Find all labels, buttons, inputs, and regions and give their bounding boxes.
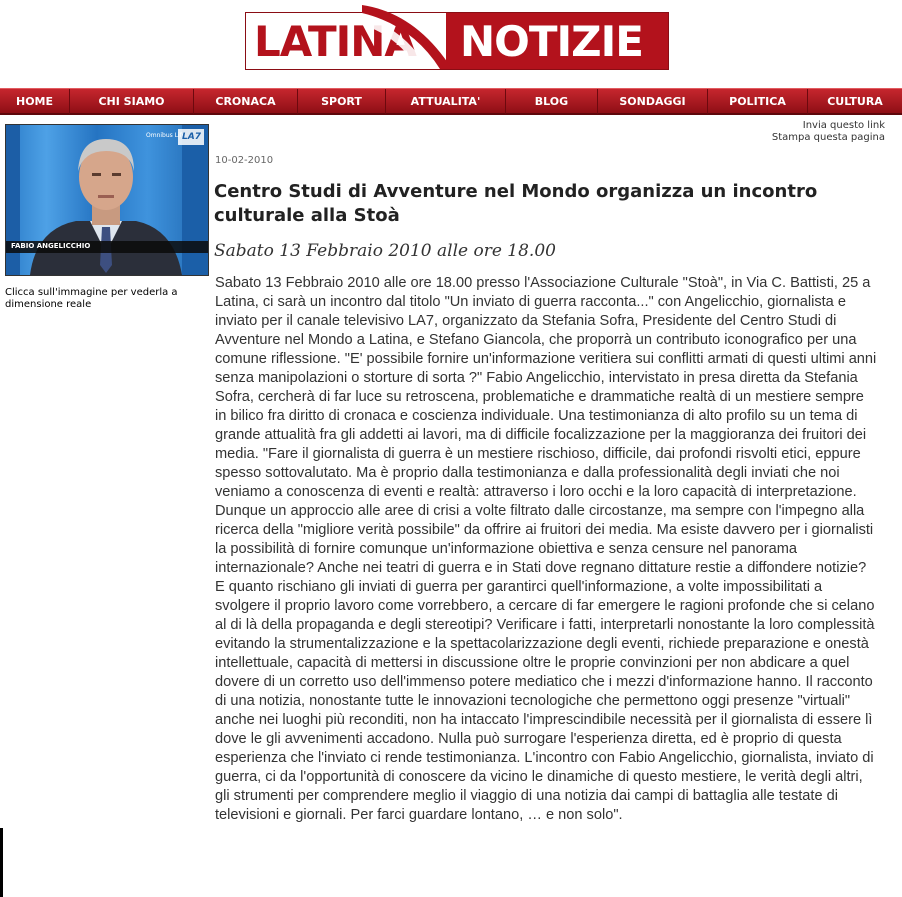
nav-item-blog[interactable]: BLOG <box>506 89 598 114</box>
nav-item-chi-siamo[interactable]: CHI SIAMO <box>70 89 194 114</box>
nav-item-cultura[interactable]: CULTURA <box>827 95 883 108</box>
left-edge-bar <box>0 828 3 897</box>
photo-anchorman-image <box>6 125 208 275</box>
send-link[interactable]: Invia questo link <box>802 120 885 131</box>
article-photo[interactable] <box>5 124 209 276</box>
site-logo[interactable] <box>245 12 669 70</box>
nav-item-home[interactable]: HOME <box>0 89 70 114</box>
nav-item-sondaggi[interactable]: SONDAGGI <box>598 89 708 114</box>
la7-logo: LA7 <box>182 132 201 142</box>
nav-item-attualita[interactable]: ATTUALITA' <box>386 89 506 114</box>
article-body: Sabato 13 Febbraio 2010 alle ore 18.00 presso l'Associazione Culturale "Stoà", in Via C. Battisti, 25 a Latina, ci sarà un incontro dal titolo "Un inviato di guerra racconta..." con Angelicchio, giornalista e inviato per il canale televisivo LA7, organizzato da Stefania Sofra, Presidente del Centro Studi di Avventure nel Mondo a Latina, e Stefano Giancola, che proporrà un contributo iconografico per una comune riflessione. "E' possibile fornire un'informazione veritiera sui conflitti armati di questi ultimi anni senza manipolazioni o storture di sorta ?" Fabio Angelicchio, intervistato in presa diretta da Stefania Sofra, cercherà di far luce su retroscena, problematiche e drammatiche realtà di un mestiere sempre in bilico fra diritto di cronaca e coscienza individuale. Una testimonianza di alto profilo su un tema di grande attualità fra gli addetti ai lavori, ma di difficile focalizzazione per la maggioranza dei fruitori dei media. "Fare il giornalista di guerra è un mestiere rischioso, difficile, dai profondi risvolti etici, eppure spesso sottovalutato. Ma è proprio dalla testimonianza e dalla professionalità degli inviati che noi veniamo a conoscenza di eventi e realtà: attraverso i loro occhi e la loro capacità di interpretazione. Dunque un approccio alle aree di crisi a volte filtrato dalle circostanze, ma sempre con l'impegno alla ricerca della "migliore verità possibile" da offrire ai fruitori dei media. Ma esiste davvero per i giornalisti la possibilità di fornire comunque un'informazione obiettiva e senza censure nel panorama internazionale? Anche nei teatri di guerra e in Stati dove regnano dittature restie a diffondere notizie? E quanto rischiano gli inviati di guerra per garantirci quell'informazione, a volte impossibilitati a svolgere il proprio lavoro come vorrebbero, a cercare di far emergere le ragioni profonde che si celano al di là della propaganda e degli stereotipi? Verificare i fatti, interpretarli nonostante la loro complessità evitando la strumentalizzazione e la spettacolarizzazione degli eventi, richiede preparazione e onestà intellettuale, capacità di mettersi in discussione oltre le proprie convinzioni per non abdicare a quel dovere di un corretto uso dell'immenso potere mediatico che i mezzi d'informazione hanno. Il racconto di una notizia, nonostante tutte le innovazioni tecnologiche che permettono oggi presenze "virtuali" anche nei luoghi più reconditi, non ha intaccato l'imprescindibile necessità per il giornalista di essere lì dove le gli avvenimenti accadono. Nulla può surrogare l'esperienza diretta, ed è proprio di questa esperienza che l'inviato ci rende testimonianza. L'incontro con Fabio Angelicchio, giornalista, inviato di guerra, ci da l'opportunità di conoscere da vicino le dinamiche di questo mestiere, le verità degli altri, gli strumenti per comprendere meglio il viaggio di una notizia dai campi di battaglia alle testate di televisioni e giornali. Per farci guardare lontano, … e non solo". <box>215 275 877 823</box>
article-subtitle: Sabato 13 Febbraio 2010 alle ore 18.00 <box>214 241 556 261</box>
nav-item-cronaca[interactable]: CRONACA <box>194 89 298 114</box>
logo-text-notizie: NOTIZIE <box>460 17 643 66</box>
logo-swoosh-icon <box>356 3 466 73</box>
logo-text-latina: LATINA <box>254 17 416 66</box>
print-page-link[interactable]: Stampa questa pagina <box>771 132 885 143</box>
photo-caption: Clicca sull'immagine per vederla a dimensione reale <box>5 287 178 310</box>
main-nav <box>0 88 902 115</box>
article-title: Centro Studi di Avventure nel Mondo organizza un incontro culturale alla Stoà <box>214 181 818 226</box>
nav-item-sport[interactable]: SPORT <box>298 89 386 114</box>
photo-program-label: Omnibus Life <box>146 132 186 139</box>
article-date: 10-02-2010 <box>215 155 274 166</box>
nav-item-politica[interactable]: POLITICA <box>708 89 808 114</box>
photo-lower-third-name: FABIO ANGELICCHIO <box>11 242 91 250</box>
